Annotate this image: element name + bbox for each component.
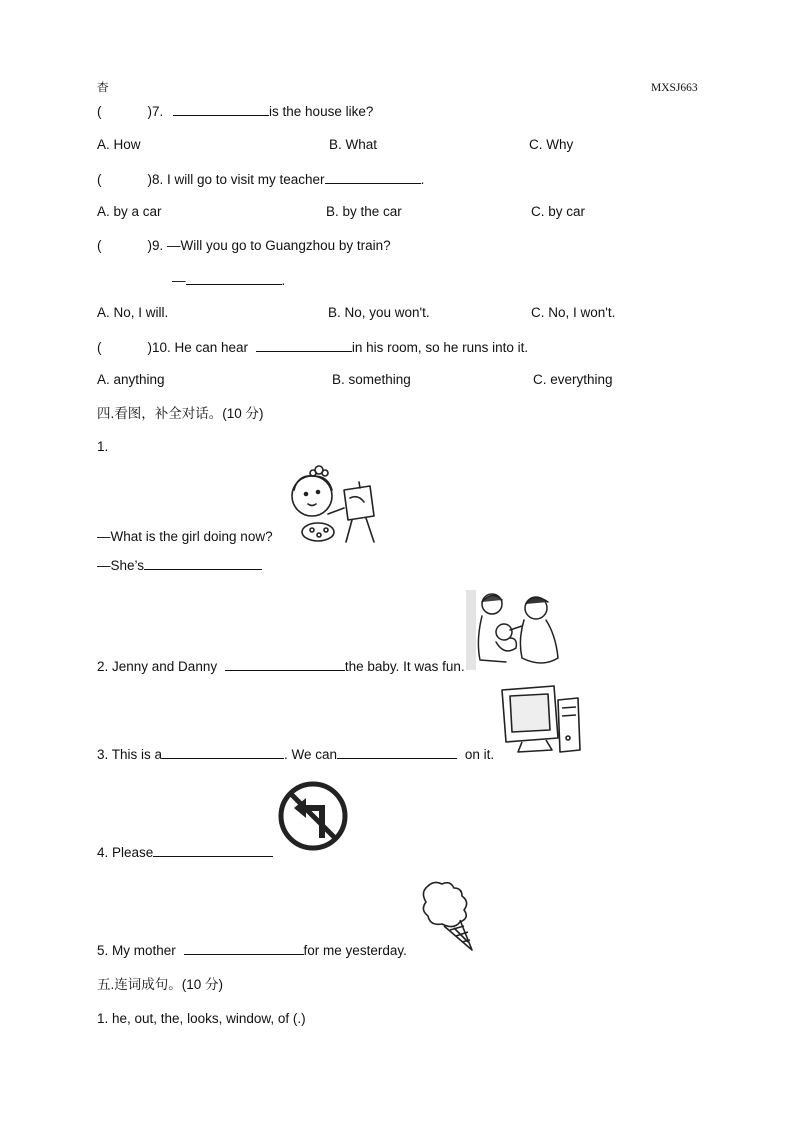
question-8 — [97, 170, 424, 189]
answer-paren-open: ( — [97, 172, 102, 187]
item-3 — [97, 745, 494, 764]
question-text: is the house like? — [269, 104, 374, 119]
answer-paren-open: ( — [97, 238, 102, 253]
answer-blank[interactable] — [256, 338, 352, 352]
period: . — [281, 273, 286, 288]
header-mark: 杳 — [97, 82, 109, 94]
question-7 — [97, 102, 373, 121]
option-b: B. What — [329, 137, 378, 152]
item-1-number: 1. — [97, 439, 109, 454]
family-baby-icon — [466, 590, 564, 672]
computer-icon — [498, 684, 582, 756]
item-4 — [97, 843, 273, 862]
option-c: C. by car — [531, 204, 586, 219]
item-text-end: on it. — [464, 747, 495, 762]
option-b: B. by the car — [326, 204, 402, 219]
item-text: 5. My mother — [97, 943, 176, 958]
answer-blank[interactable] — [144, 556, 262, 570]
dialogue-line-1: —What is the girl doing now? — [97, 529, 273, 544]
option-c: C. No, I won't. — [531, 305, 616, 320]
answer-blank[interactable] — [337, 745, 457, 759]
item-text: 2. Jenny and Danny — [97, 659, 218, 674]
section-4-title: 四.看图，补全对话。(10 分) — [97, 406, 264, 421]
question-text-end: in his room, so he runs into it. — [351, 340, 529, 355]
item-text: 4. Please — [97, 845, 154, 860]
item-text: 3. This is a — [97, 747, 163, 762]
option-b: B. No, you won't. — [328, 305, 430, 320]
answer-paren-open: ( — [97, 340, 102, 355]
question-9 — [97, 237, 391, 255]
dialogue-text: —She’s — [97, 558, 145, 573]
answer-blank[interactable] — [153, 843, 273, 857]
question-text: )10. He can hear — [147, 340, 249, 355]
question-text: )9. —Will you go to Guangzhou by train? — [147, 238, 391, 253]
question-text: )8. I will go to visit my teacher — [147, 172, 325, 187]
dash: — — [172, 273, 186, 288]
item-text-mid: . We can — [284, 747, 338, 762]
answer-blank[interactable] — [225, 657, 345, 671]
option-a: A. No, I will. — [97, 305, 169, 320]
question-number: )7. — [147, 104, 164, 119]
option-b: B. something — [332, 372, 411, 387]
option-a: A. by a car — [97, 204, 162, 219]
answer-blank[interactable] — [186, 271, 282, 285]
question-9-answer-line — [172, 271, 285, 290]
answer-blank[interactable] — [184, 941, 304, 955]
answer-paren-open: ( — [97, 104, 102, 119]
item-text-end: the baby. It was fun. — [344, 659, 465, 674]
document-code: MXSJ663 — [651, 82, 698, 94]
option-c: C. everything — [533, 372, 613, 387]
answer-blank[interactable] — [173, 102, 269, 116]
option-a: A. anything — [97, 372, 165, 387]
option-a: A. How — [97, 137, 141, 152]
answer-blank[interactable] — [162, 745, 284, 759]
item-5 — [97, 941, 407, 960]
answer-blank[interactable] — [325, 170, 421, 184]
reorder-question-1: 1. he, out, the, looks, window, of (.) — [97, 1011, 306, 1026]
item-text-end: for me yesterday. — [303, 943, 407, 958]
item-2 — [97, 657, 465, 676]
section-5-title: 五.连词成句。(10 分) — [97, 977, 224, 992]
option-c: C. Why — [529, 137, 574, 152]
girl-painting-icon — [282, 464, 380, 544]
no-left-turn-sign-icon — [276, 780, 350, 852]
question-end: . — [420, 172, 425, 187]
question-10 — [97, 338, 528, 357]
ice-cream-icon — [420, 880, 478, 954]
dialogue-line-2 — [97, 556, 262, 575]
